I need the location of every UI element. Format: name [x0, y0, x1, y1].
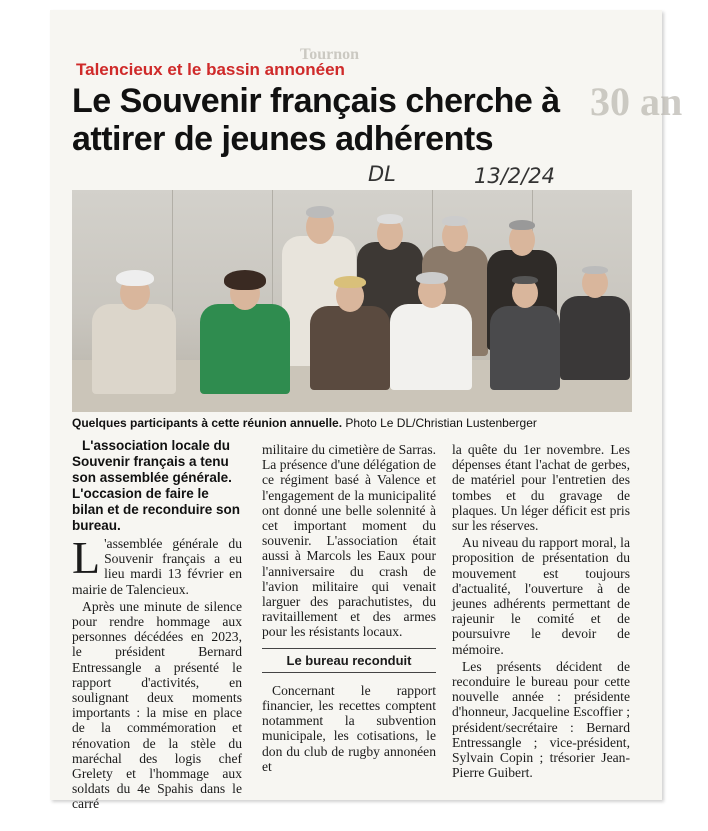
- article-paragraph: L 'assemblée générale du Souvenir français a eu lieu mardi 13 février en mairie de Talencieux.: [72, 532, 242, 597]
- section-subhead: Le bureau reconduit: [262, 648, 436, 673]
- article-kicker: Talencieux et le bassin annonéen: [76, 60, 345, 79]
- drop-cap: L: [72, 532, 101, 583]
- article-paragraph: Les présents décident de reconduire le bureau pour cette nouvelle année : présidente d'honneur, Jacqueline Escoffier ; président/secrétaire : Bernard Entressangle ; vice-président, Sylvain Copin ; trésorier Jean-Pierre Guibert.: [452, 658, 630, 781]
- article-column-2: [262, 442, 436, 776]
- photo-credit: Photo Le DL/Christian Lustenberger: [345, 416, 537, 430]
- handwritten-source: DL: [368, 162, 396, 186]
- bleed-through-text-left: Tournon: [300, 46, 359, 63]
- article-paragraph: militaire du cimetière de Sarras. La présence d'une délégation de ce régiment basé à Valence et l'engagement de la municipalité ont donné une belle solennité à cet important moment du souvenir. L'association était aussi à Marcols les Eaux pour l'anniversaire du crash de l'avion militaire qui venait larguer des parachutistes, du ravitaillement et des armes pour les résistants locaux.: [262, 442, 437, 640]
- article-column-1: [72, 438, 242, 814]
- bleed-through-text-right: 30 an: [590, 79, 683, 124]
- article-lead: L'association locale du Souvenir français a tenu son assemblée générale. L'occasion de faire le bilan et de reconduire son bureau.: [72, 438, 241, 533]
- article-paragraph: Concernant le rapport financier, les recettes comptent notamment la subvention municipale, les cotisations, le don du club de rugby annonéen et: [262, 682, 436, 774]
- article-paragraph: Au niveau du rapport moral, la proposition de présentation du mouvement est toujours d'actualité, l'ouverture à de jeunes adhérents permettant de rajeunir le comité et de poursuivre le devoir de mémoire.: [452, 535, 630, 657]
- article-paragraph: Après une minute de silence pour rendre hommage aux personnes décédées en 2023, le président Bernard Entressangle a présenté le rapport d'activités, en soulignant deux moments importants : la mise en place de la commémoration et rénovation de la stèle du maréchal des logis chef Grelety et l'hommage aux soldats du 4e Spahis dans le carré: [72, 598, 242, 812]
- article-column-3: [452, 442, 630, 782]
- article-paragraph: la quête du 1er novembre. Les dépenses étant l'achat de gerbes, de matériel pour l'entretien des tombes et du gravage de plaques. Un léger déficit est pris sur les réserves.: [452, 442, 630, 534]
- photo-caption: [72, 416, 537, 430]
- article-headline: Le Souvenir français cherche à attirer de jeunes adhérents: [72, 82, 560, 158]
- handwritten-date: 13/2/24: [474, 164, 555, 188]
- article-photo: [72, 190, 632, 412]
- caption-text: Quelques participants à cette réunion annuelle.: [72, 416, 343, 430]
